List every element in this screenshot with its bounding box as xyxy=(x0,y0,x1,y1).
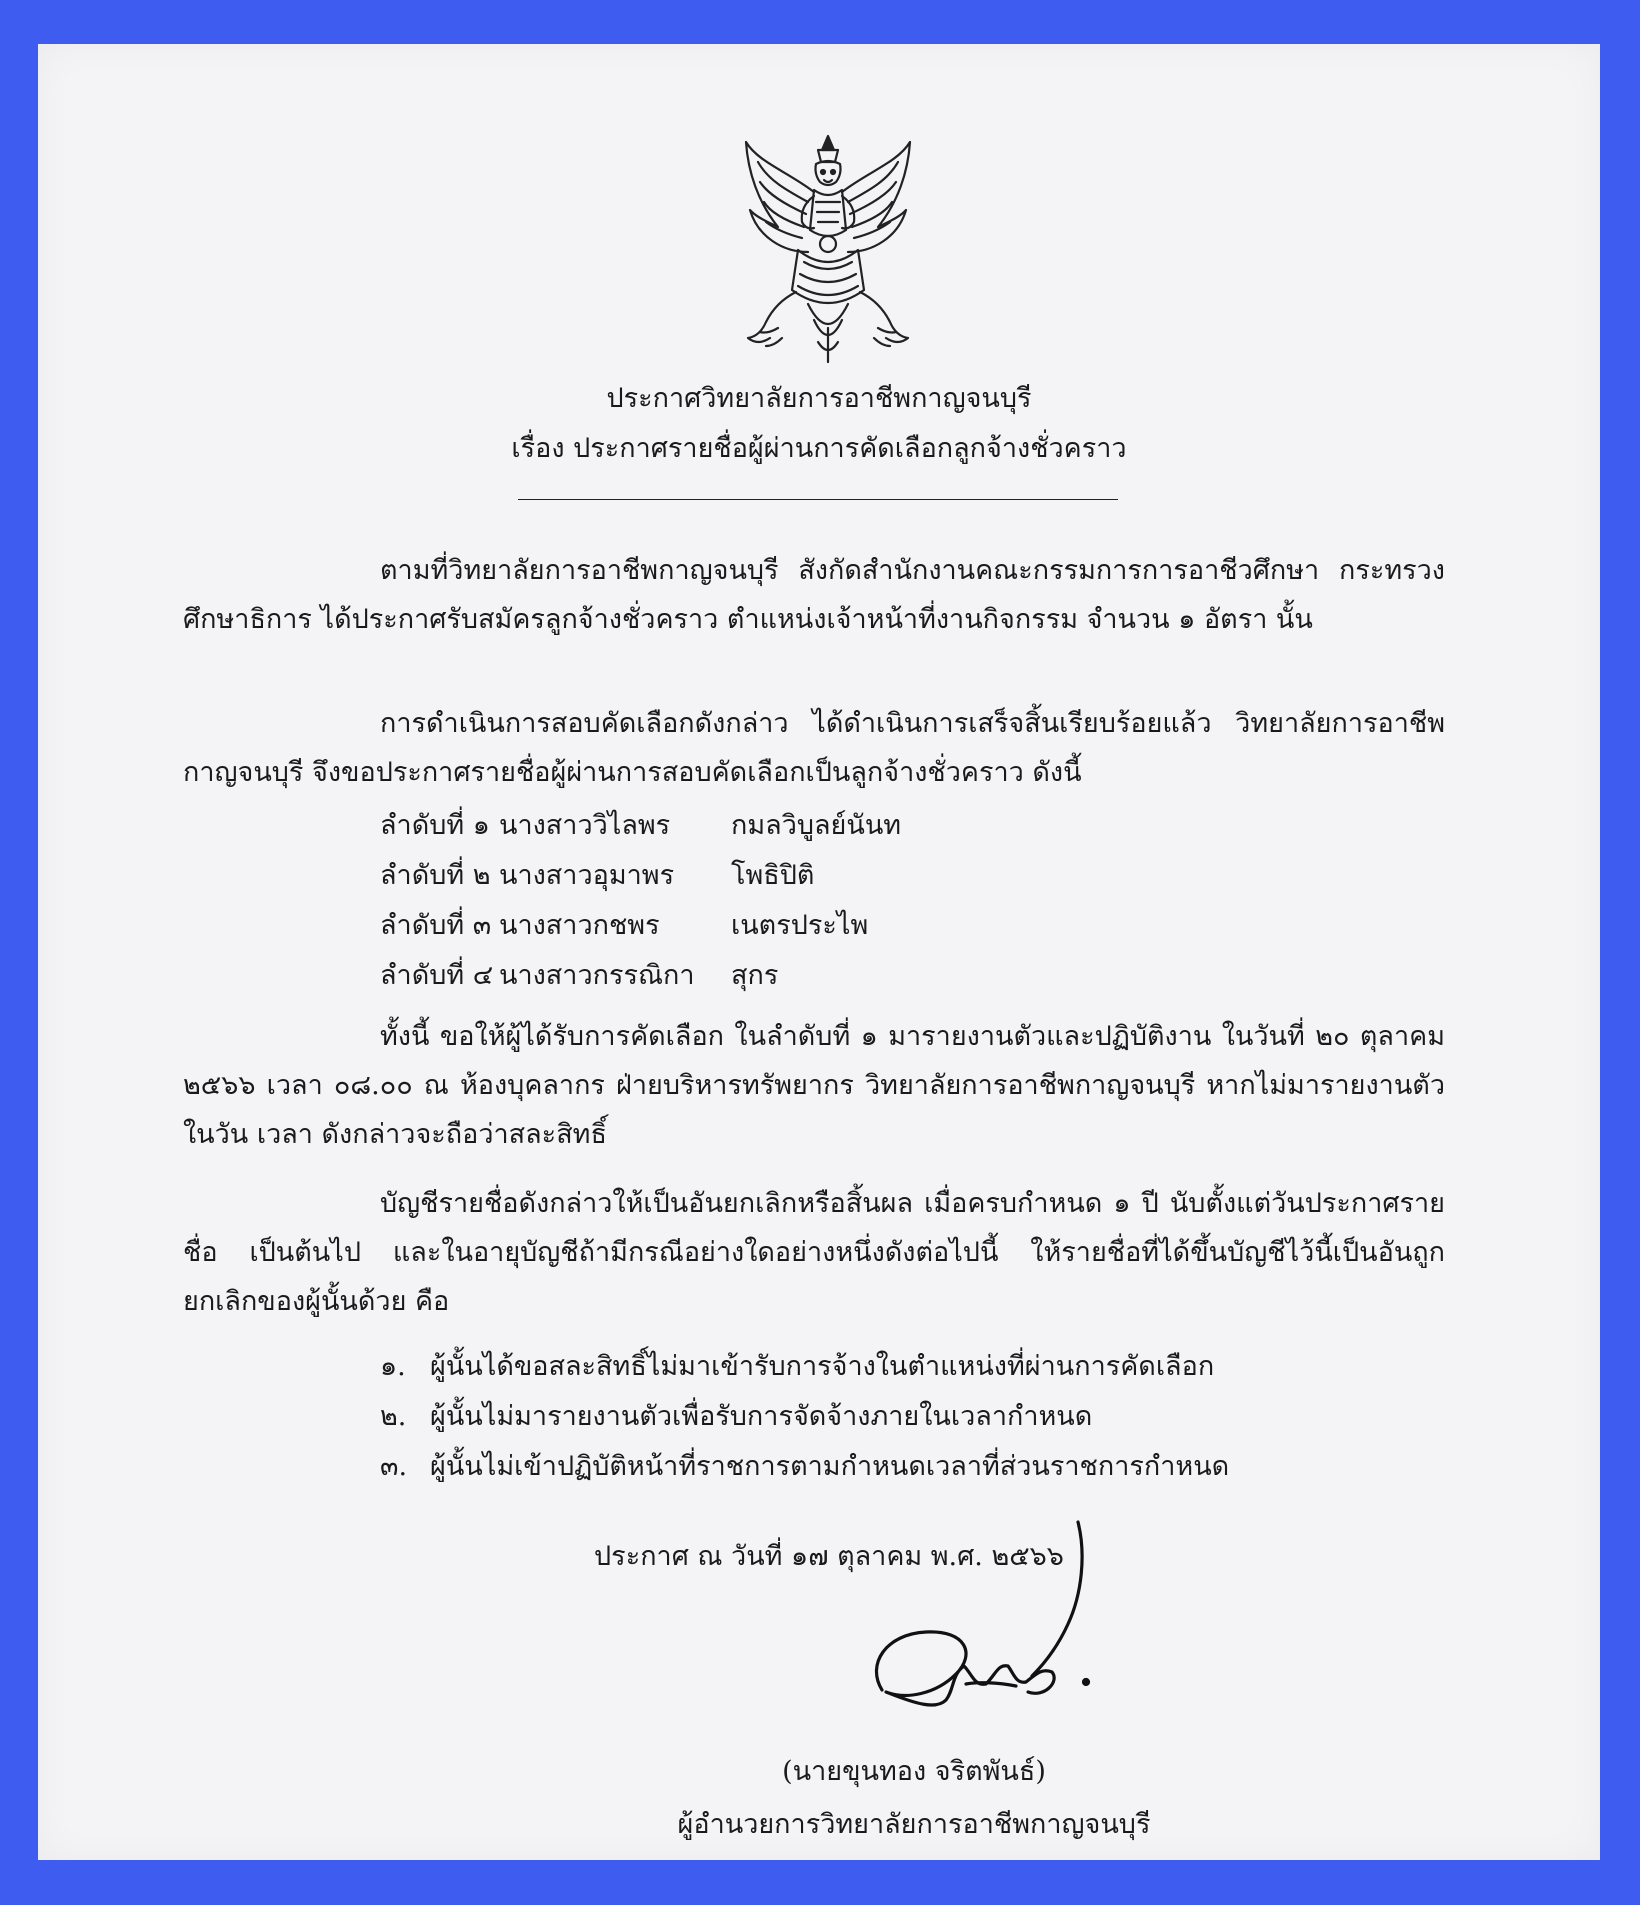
candidate-list xyxy=(380,801,901,1001)
announcement-title xyxy=(38,374,1600,474)
garuda-emblem-icon xyxy=(738,132,918,368)
paragraph-2: การดำเนินการสอบคัดเลือกดังกล่าว ได้ดำเนินการเสร็จสิ้นเรียบร้อยแล้ว วิทยาลัยการอาชีพกาญจนบุรี จึงขอประกาศรายชื่อผู้ผ่านการสอบคัดเลือกเป็นลูกจ้างชั่วคราว ดังนี้ xyxy=(183,708,1445,788)
condition-number: ๑. xyxy=(380,1351,406,1382)
paragraph-3: ทั้งนี้ ขอให้ผู้ได้รับการคัดเลือก ในลำดับที่ ๑ มารายงานตัวและปฏิบัติงาน ในวันที่ ๒๐ ตุลาคม ๒๕๖๖ เวลา ๐๘.๐๐ ณ ห้องบุคลากร ฝ่ายบริหารทรัพยากร วิทยาลัยการอาชีพกาญจนบุรี หากไม่มารายงานตัวในวัน เวลา ดังกล่าวจะถือว่าสละสิทธิ์ xyxy=(183,1021,1445,1150)
condition-item xyxy=(380,1442,1229,1492)
title-line-1: ประกาศวิทยาลัยการอาชีพกาญจนบุรี xyxy=(606,383,1032,414)
paragraph-1: ตามที่วิทยาลัยการอาชีพกาญจนบุรี สังกัดสำนักงานคณะกรรมการการอาชีวศึกษา กระทรวงศึกษาธิการ ได้ประกาศรับสมัครลูกจ้างชั่วคราว ตำแหน่งเจ้าหน้าที่งานกิจกรรม จำนวน ๑ อัตรา นั้น xyxy=(183,555,1445,635)
handwritten-signature xyxy=(846,1514,1136,1764)
candidate-row xyxy=(380,851,901,901)
candidate-first-name: นางสาววิไลพร xyxy=(499,810,671,841)
candidate-rank: ลำดับที่ ๒ xyxy=(380,860,491,891)
candidate-row xyxy=(380,801,901,851)
candidate-row xyxy=(380,901,901,951)
title-divider xyxy=(518,499,1118,500)
condition-number: ๓. xyxy=(380,1451,408,1482)
condition-item xyxy=(380,1392,1229,1442)
candidate-first-name: นางสาวกรรณิกา xyxy=(499,960,695,991)
candidate-first-name: นางสาวกชพร xyxy=(499,910,660,941)
candidate-last-name: เนตรประไพ xyxy=(731,910,869,941)
condition-item xyxy=(380,1342,1229,1392)
condition-text: ผู้นั้นได้ขอสละสิทธิ์ไม่มาเข้ารับการจ้างในตำแหน่งที่ผ่านการคัดเลือก xyxy=(430,1351,1215,1382)
candidate-rank: ลำดับที่ ๔ xyxy=(380,960,494,991)
candidate-last-name: สุกร xyxy=(731,960,779,991)
signer-title: ผู้อำนวยการวิทยาลัยการอาชีพกาญจนบุรี xyxy=(677,1809,1151,1840)
announce-date: ประกาศ ณ วันที่ ๑๗ ตุลาคม พ.ศ. ๒๕๖๖ xyxy=(594,1541,1064,1572)
cancellation-conditions xyxy=(380,1342,1229,1492)
paragraph-4: บัญชีรายชื่อดังกล่าวให้เป็นอันยกเลิกหรือสิ้นผล เมื่อครบกำหนด ๑ ปี นับตั้งแต่วันประกาศรายชื่อ เป็นต้นไป และในอายุบัญชีถ้ามีกรณีอย่างใดอย่างหนึ่งดังต่อไปนี้ ให้รายชื่อที่ได้ขึ้นบัญชีไว้นี้เป็นอันถูกยกเลิกของผู้นั้นด้วย คือ xyxy=(183,1188,1445,1317)
candidate-rank: ลำดับที่ ๑ xyxy=(380,810,490,841)
condition-text: ผู้นั้นไม่เข้าปฏิบัติหน้าที่ราชการตามกำหนดเวลาที่ส่วนราชการกำหนด xyxy=(430,1451,1230,1482)
candidate-last-name: กมลวิบูลย์นันท xyxy=(731,810,902,841)
candidate-rank: ลำดับที่ ๓ xyxy=(380,910,492,941)
document-page xyxy=(38,44,1600,1860)
candidate-first-name: นางสาวอุมาพร xyxy=(499,860,675,891)
title-line-2: เรื่อง ประกาศรายชื่อผู้ผ่านการคัดเลือกลูกจ้างชั่วคราว xyxy=(511,433,1127,464)
condition-text: ผู้นั้นไม่มารายงานตัวเพื่อรับการจัดจ้างภายในเวลากำหนด xyxy=(430,1401,1093,1432)
condition-number: ๒. xyxy=(380,1401,407,1432)
signer-name: (นายขุนทอง จริตพันธ์) xyxy=(782,1756,1046,1787)
candidate-row xyxy=(380,951,901,1001)
candidate-last-name: โพธิปิติ xyxy=(731,860,815,891)
